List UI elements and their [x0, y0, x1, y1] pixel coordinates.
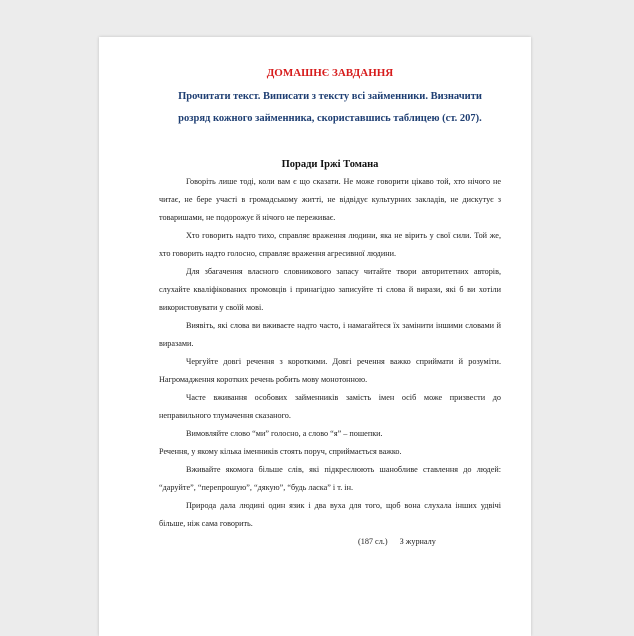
document-page: [99, 37, 531, 636]
task-line-1: Прочитати текст. Виписати з тексту всі займенники. Визначити: [178, 91, 482, 102]
article-title: Поради Іржі Томана: [281, 159, 379, 170]
paragraph: Виявіть, які слова ви вживаєте надто часто, і намагайтеся їх замінити іншими словами й виразами.: [159, 321, 501, 348]
word-count: (187 сл.): [358, 537, 388, 546]
paragraph: Для збагачення власного словникового запасу читайте твори авторитетних авторів, слухайте кваліфікованих промовців і принагідно записуйте ті слова й вирази, які б ви хотіли використовувати у своїй мові.: [159, 267, 501, 312]
paragraph: Вимовляйте слово “ми” голосно, а слово “я” – пошепки.: [186, 429, 383, 438]
paragraph: Говоріть лише тоді, коли вам є що сказати. Не може говорити цікаво той, хто нічого не читає, не бере участі в громадському житті, не відвідує культурних закладів, не дискутує з товаришами, не подорожує й нічого не переживає.: [159, 177, 501, 222]
paragraph: Чергуйте довгі речення з короткими. Довгі речення важко сприймати й розуміти. Нагромадження коротких речень робить мову монотонною.: [159, 357, 501, 384]
paragraph: Часте вживання особових займенників замість імен осіб може призвести до неправильного тлумачення сказаного.: [159, 393, 501, 420]
page-content: [159, 66, 501, 551]
paragraph: Вживайте якомога більше слів, які підкреслюють шанобливе ставлення до людей: “даруйте”, “перепрошую”, “дякую”, “будь ласка” і т. ін.: [159, 465, 501, 492]
article-body: [159, 173, 501, 533]
paragraph: Речення, у якому кілька іменників стоять поруч, сприймається важко.: [159, 447, 402, 456]
paragraph: Природа дала людині один язик і два вуха для того, щоб вона слухала інших удвічі більше, ніж сама говорить.: [159, 501, 501, 528]
paragraph: Хто говорить надто тихо, справляє враження людини, яка не вірить у свої сили. Той же, хто говорить надто голосно, справляє враження агресивної людини.: [159, 231, 501, 258]
article-signature: [159, 533, 501, 551]
source-label: З журналу: [399, 537, 436, 546]
homework-title: ДОМАШНЄ ЗАВДАННЯ: [266, 67, 394, 79]
task-line-2: розряд кожного займенника, скориставшись таблицею (ст. 207).: [178, 113, 482, 124]
